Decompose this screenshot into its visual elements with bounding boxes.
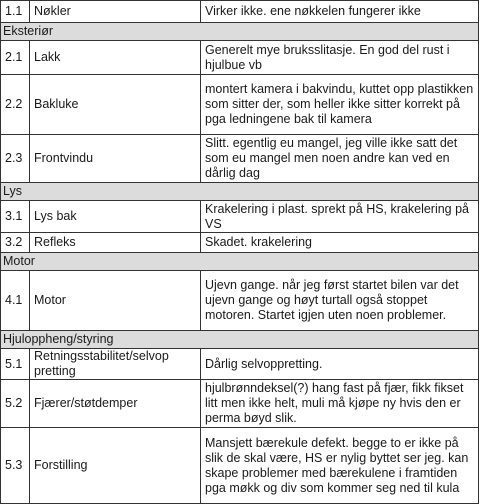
section-header-row xyxy=(1,23,479,41)
section-header-row xyxy=(1,331,479,349)
section-title: Eksteriør xyxy=(1,23,479,41)
item-number: 3.2 xyxy=(1,233,30,253)
item-description: hjulbrønndeksel(?) hang fast på fjær, fikk fikset litt men ikke helt, muli må kjøpe ny hvis den er perma bøyd slik. xyxy=(201,380,479,428)
item-number: 5.3 xyxy=(1,428,30,504)
item-description: montert kamera i bakvindu, kuttet opp plastikken som sitter der, som heller ikke sitter korrekt på pga ledningene bak til kamera xyxy=(201,75,479,135)
item-number: 2.3 xyxy=(1,135,30,183)
table-row xyxy=(1,75,479,135)
section-header-row xyxy=(1,183,479,201)
item-number: 5.1 xyxy=(1,349,30,380)
section-header-row xyxy=(1,253,479,271)
table-row xyxy=(1,1,479,23)
item-description: Dårlig selvoppretting. xyxy=(201,349,479,380)
item-description: Generelt mye bruksslitasje. En god del rust i hjulbue vb xyxy=(201,41,479,75)
table-row xyxy=(1,380,479,428)
item-name: Retningsstabilitet/selvop pretting xyxy=(30,349,201,380)
section-title: Lys xyxy=(1,183,479,201)
inspection-table-body xyxy=(1,1,479,504)
section-title: Hjuloppheng/styring xyxy=(1,331,479,349)
table-row xyxy=(1,201,479,233)
table-row xyxy=(1,428,479,504)
item-number: 3.1 xyxy=(1,201,30,233)
table-row xyxy=(1,271,479,331)
item-description: Mansjett bærekule defekt. begge to er ikke på slik de skal være, HS er nylig byttet ser jeg. kan skape problemer med bærekulene i framtiden pga møkk og div som kommer seg ned til kula xyxy=(201,428,479,504)
item-name: Frontvindu xyxy=(30,135,201,183)
table-row xyxy=(1,135,479,183)
section-title: Motor xyxy=(1,253,479,271)
item-name: Lys bak xyxy=(30,201,201,233)
item-name: Motor xyxy=(30,271,201,331)
item-number: 1.1 xyxy=(1,1,30,23)
item-name: Refleks xyxy=(30,233,201,253)
item-number: 2.2 xyxy=(1,75,30,135)
item-description: Slitt. egentlig eu mangel, jeg ville ikke satt det som eu mangel men noen andre kan ved en dårlig dag xyxy=(201,135,479,183)
item-name: Nøkler xyxy=(30,1,201,23)
item-name: Bakluke xyxy=(30,75,201,135)
item-description: Virker ikke. ene nøkkelen fungerer ikke xyxy=(201,1,479,23)
item-number: 2.1 xyxy=(1,41,30,75)
item-number: 5.2 xyxy=(1,380,30,428)
item-description: Krakelering i plast. sprekt på HS, krakelering på VS xyxy=(201,201,479,233)
item-name: Fjærer/støtdemper xyxy=(30,380,201,428)
item-description: Ujevn gange. når jeg først startet bilen var det ujevn gange og høyt turtall også stoppet motoren. Startet igjen uten noen problemer. xyxy=(201,271,479,331)
table-row xyxy=(1,41,479,75)
item-name: Forstilling xyxy=(30,428,201,504)
item-description: Skadet. krakelering xyxy=(201,233,479,253)
item-number: 4.1 xyxy=(1,271,30,331)
table-row xyxy=(1,349,479,380)
table-row xyxy=(1,233,479,253)
item-name: Lakk xyxy=(30,41,201,75)
